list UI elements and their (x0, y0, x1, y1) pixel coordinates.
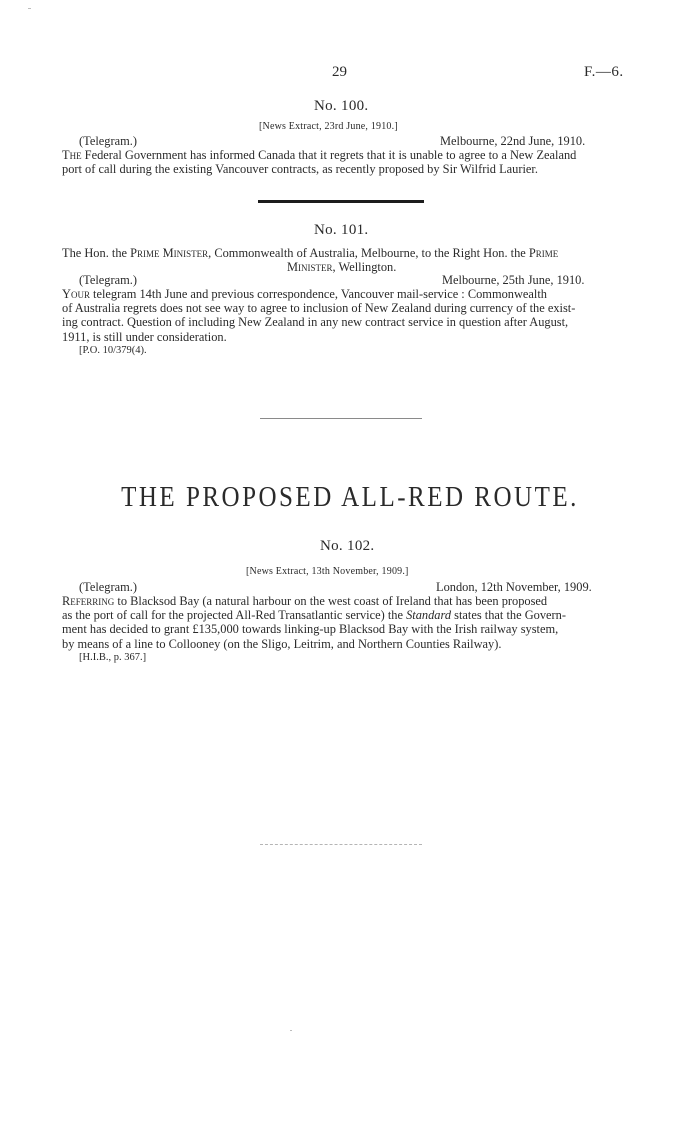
item-102-body-italic: Standard (406, 608, 452, 623)
item-101-number: No. 101. (314, 222, 369, 238)
item-101-place-date: Melbourne, 25th June, 1910. (442, 273, 585, 287)
item-101-body-lead: Your (62, 287, 90, 301)
item-102-body-line-2: as the port of call for the projected All-Red Transatlantic service) the (62, 608, 407, 623)
section-title: THE PROPOSED ALL-RED ROUTE. (121, 481, 579, 513)
item-100-body-lead: The (62, 148, 82, 162)
scan-mark (28, 8, 31, 9)
item-102-body-line-1: to Blacksod Bay (a natural harbour on the west coast of Ireland that has been proposed (114, 594, 548, 608)
item-101-addr-title: Prime Minister (130, 246, 209, 260)
end-rule (260, 844, 422, 845)
page-number: 29 (332, 64, 347, 80)
item-100-place-date: Melbourne, 22nd June, 1910. (440, 134, 586, 148)
item-101-body (62, 287, 628, 344)
item-100-body-line-1: Federal Government has informed Canada that it regrets that it is unable to agree to a New Zealand (81, 148, 577, 162)
item-101-body-line-4: 1911, is still under consideration. (62, 329, 227, 344)
item-101-addr-part: , Commonwealth of Australia, Melbourne, to the Right Hon. the (208, 246, 529, 260)
item-101-body-line-1: telegram 14th June and previous correspondence, Vancouver mail-service : Commonwealth (89, 287, 548, 301)
item-100-number: No. 100. (314, 98, 369, 114)
item-101-address (62, 246, 628, 274)
page-break-rule (260, 418, 422, 419)
item-102-body-line-3: ment has decided to grant £135,000 towards linking-up Blacksod Bay with the Irish railway system, (62, 622, 559, 637)
item-101-addr-title: Minister (287, 260, 333, 275)
item-101-addr-part: , Wellington. (332, 260, 397, 275)
item-102-body-line-2-end: states that the Govern- (451, 608, 566, 623)
item-102-reference: [H.I.B., p. 367.] (79, 652, 147, 663)
item-102-number: No. 102. (320, 538, 375, 554)
item-102-source: [News Extract, 13th November, 1909.] (246, 566, 409, 577)
item-102-place-date: London, 12th November, 1909. (436, 580, 592, 594)
item-101-body-line-2: of Australia regrets does not see way to agree to inclusion of New Zealand during currency of the exist- (62, 301, 576, 316)
item-102-body-line-4: by means of a line to Collooney (on the Sligo, Leitrim, and Northern Counties Railway). (62, 636, 502, 651)
item-101-telegram: (Telegram.) (79, 273, 137, 287)
item-101-reference: [P.O. 10/379(4). (79, 345, 147, 356)
item-100-body (62, 148, 628, 176)
item-101-addr-part: The Hon. the (62, 246, 131, 260)
item-102-body (62, 594, 628, 651)
item-100-body-line-2: port of call during the existing Vancouver contracts, as recently proposed by Sir Wilfrid Laurier. (62, 162, 538, 177)
item-102-body-lead: Referring (62, 594, 115, 608)
item-100-source: [News Extract, 23rd June, 1910.] (259, 121, 398, 132)
section-divider (258, 200, 424, 203)
item-100-telegram: (Telegram.) (79, 134, 137, 148)
scan-mark (290, 1030, 292, 1031)
item-102-telegram: (Telegram.) (79, 580, 137, 594)
document-code: F.—6. (584, 64, 624, 80)
item-101-addr-title: Prime (528, 246, 559, 260)
item-101-body-line-3: ing contract. Question of including New Zealand in any new contract service in question after August, (62, 315, 569, 330)
